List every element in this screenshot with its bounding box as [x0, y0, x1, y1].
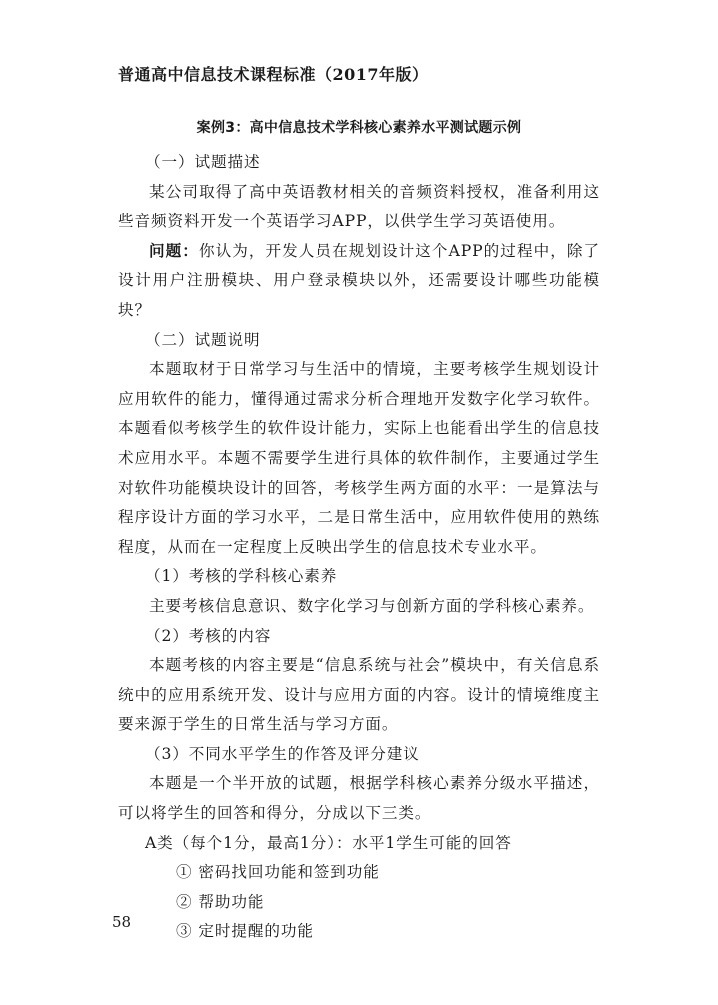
question-text: 你认为，开发人员在规划设计这个APP的过程中，除了设计用户注册模块、用户登录模块以外，还需要设计哪些功能模块？	[118, 241, 601, 319]
answer-item: ③ 定时提醒的功能	[176, 922, 314, 941]
paragraph-content: 本题考核的内容主要是“信息系统与社会”模块中，有关信息系统中的应用系统开发、设计与应用方面的内容。设计的情境维度主要来源于学生的日常生活与学习方面。	[118, 656, 600, 734]
class-a-line: A类（每个1分，最高1分）：水平1学生可能的回答	[145, 833, 512, 852]
answer-item: ① 密码找回功能和签到功能	[176, 863, 380, 882]
page-header: 普通高中信息技术课程标准（2017年版）	[118, 65, 429, 84]
subheading-2: （2）考核的内容	[145, 626, 272, 645]
section-heading-1: （一）试题描述	[145, 153, 261, 171]
paragraph-scoring: 本题是一个半开放的试题，根据学科核心素养分级水平描述，可以将学生的回答和得分，分成以下三类。	[118, 774, 600, 823]
paragraph-question	[118, 237, 600, 326]
question-label: 问题：	[149, 241, 199, 260]
section-heading-2: （二）试题说明	[145, 330, 261, 349]
subheading-3: （3）不同水平学生的作答及评分建议	[145, 744, 420, 763]
paragraph-description: 某公司取得了高中英语教材相关的音频资料授权，准备利用这些音频资料开发一个英语学习APP，以供学生学习英语使用。	[118, 182, 600, 231]
subheading-1: （1）考核的学科核心素养	[145, 567, 338, 586]
page-number: 58	[112, 913, 132, 931]
paragraph-literacy: 主要考核信息意识、数字化学习与创新方面的学科核心素养。	[149, 596, 595, 615]
paragraph-explanation: 本题取材于日常学习与生活中的情境，主要考核学生规划设计应用软件的能力，懂得通过需求分析合理地开发数字化学习软件。本题看似考核学生的软件设计能力，实际上也能看出学生的信息技术应用水平。本题不需要学生进行具体的软件制作，主要通过学生对软件功能模块设计的回答，考核学生两方面的水平：一是算法与程序设计方面的学习水平，二是日常生活中，应用软件使用的熟练程度，从而在一定程度上反映出学生的信息技术专业水平。	[118, 360, 600, 556]
document-body	[118, 148, 600, 947]
answer-item: ② 帮助功能	[176, 892, 265, 911]
case-title: 案例3：高中信息技术学科核心素养水平测试题示例	[196, 120, 522, 136]
